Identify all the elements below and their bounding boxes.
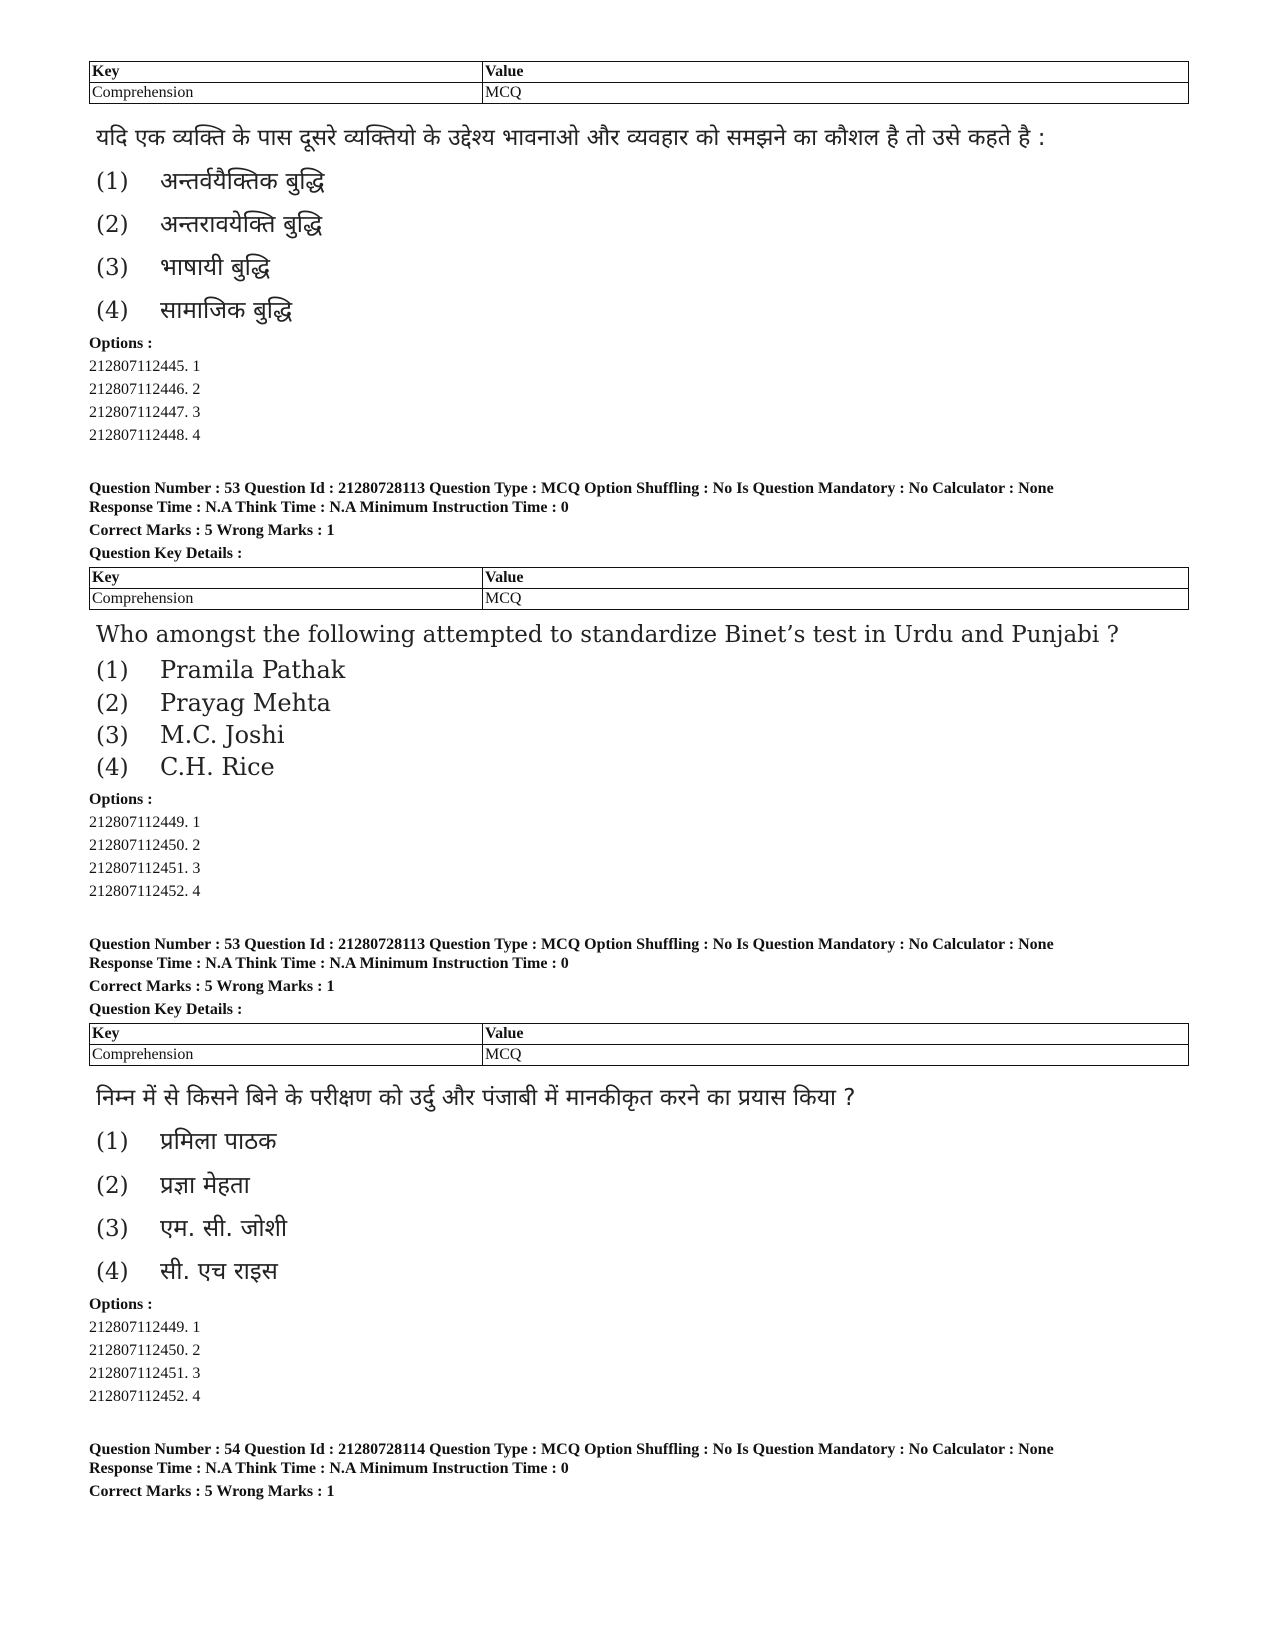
options-label: Options :: [89, 335, 153, 352]
choice-row: [96, 207, 322, 240]
choice-row: [96, 721, 285, 749]
choice-number: (4): [96, 1259, 129, 1285]
question-meta: Question Number : 53 Question Id : 21280728113 Question Type : MCQ Option Shuffling : No Is Question Mandatory : No Calculator : None: [89, 480, 1054, 497]
choice-number: (3): [96, 723, 129, 749]
choice-text: सी. एच राइस: [160, 1257, 278, 1285]
option-id: 212807112451. 3: [89, 1365, 201, 1382]
choice-text: Pramila Pathak: [160, 656, 346, 684]
question-timing: Response Time : N.A Think Time : N.A Minimum Instruction Time : 0: [89, 499, 569, 516]
choice-row: [96, 1168, 250, 1201]
choice-number: (2): [96, 691, 129, 717]
question-meta: Question Number : 54 Question Id : 21280728114 Question Type : MCQ Option Shuffling : No Is Question Mandatory : No Calculator : None: [89, 1441, 1054, 1458]
choice-number: (2): [96, 212, 129, 238]
choice-number: (2): [96, 1173, 129, 1199]
choice-text: M.C. Joshi: [160, 721, 285, 749]
option-id: 212807112450. 2: [89, 837, 201, 854]
option-id: 212807112452. 4: [89, 883, 201, 900]
choice-text: C.H. Rice: [160, 753, 275, 781]
choice-row: [96, 1254, 278, 1287]
choice-text: भाषायी बुद्धि: [160, 253, 271, 281]
option-id: 212807112449. 1: [89, 814, 201, 831]
choice-number: (4): [96, 755, 129, 781]
options-label: Options :: [89, 1296, 153, 1313]
choice-text: सामाजिक बुद्धि: [160, 296, 293, 324]
value-cell: MCQ: [483, 589, 1189, 610]
choice-row: [96, 689, 331, 717]
options-label: Options :: [89, 791, 153, 808]
question-marks: Correct Marks : 5 Wrong Marks : 1: [89, 978, 335, 995]
value-cell: MCQ: [483, 1045, 1189, 1066]
option-id: 212807112449. 1: [89, 1319, 201, 1336]
key-cell: Comprehension: [90, 1045, 483, 1066]
choice-row: [96, 1124, 277, 1157]
choice-number: (3): [96, 1216, 129, 1242]
choice-row: [96, 656, 345, 684]
key-header: Key: [90, 1024, 483, 1045]
question-meta: Question Number : 53 Question Id : 21280728113 Question Type : MCQ Option Shuffling : No Is Question Mandatory : No Calculator : None: [89, 936, 1054, 953]
question-marks: Correct Marks : 5 Wrong Marks : 1: [89, 1483, 335, 1500]
option-id: 212807112446. 2: [89, 381, 201, 398]
choice-row: [96, 293, 292, 326]
choice-row: [96, 250, 270, 283]
value-header: Value: [483, 62, 1189, 83]
choice-text: अन्तरावयेक्ति बुद्धि: [160, 210, 323, 238]
choice-text: प्रमिला पाठक: [160, 1127, 277, 1155]
key-value-table: [89, 567, 1189, 610]
question-key-details-label: Question Key Details :: [89, 545, 243, 562]
key-value-table: [89, 61, 1189, 104]
key-cell: Comprehension: [90, 589, 483, 610]
key-header: Key: [90, 62, 483, 83]
key-header: Key: [90, 568, 483, 589]
question-timing: Response Time : N.A Think Time : N.A Minimum Instruction Time : 0: [89, 955, 569, 972]
key-value-table: [89, 1023, 1189, 1066]
choice-row: [96, 753, 275, 781]
question-timing: Response Time : N.A Think Time : N.A Minimum Instruction Time : 0: [89, 1460, 569, 1477]
choice-number: (1): [96, 1129, 129, 1155]
option-id: 212807112452. 4: [89, 1388, 201, 1405]
choice-text: अन्तर्वयैक्तिक बुद्धि: [160, 167, 325, 195]
choice-number: (4): [96, 298, 129, 324]
choice-number: (1): [96, 169, 129, 195]
question-text: यदि एक व्यक्ति के पास दूसरे व्यक्तियो के उद्देश्य भावनाओ और व्यवहार को समझने का कौशल है तो उसे कहते है :: [96, 125, 1046, 151]
choice-row: [96, 164, 325, 197]
key-cell: Comprehension: [90, 83, 483, 104]
choice-text: प्रज्ञा मेहता: [160, 1171, 250, 1199]
option-id: 212807112448. 4: [89, 427, 201, 444]
value-header: Value: [483, 568, 1189, 589]
option-id: 212807112445. 1: [89, 358, 201, 375]
option-id: 212807112450. 2: [89, 1342, 201, 1359]
question-marks: Correct Marks : 5 Wrong Marks : 1: [89, 522, 335, 539]
option-id: 212807112447. 3: [89, 404, 201, 421]
choice-number: (3): [96, 255, 129, 281]
question-text: Who amongst the following attempted to standardize Binet’s test in Urdu and Punjabi ?: [96, 622, 1119, 648]
choice-text: Prayag Mehta: [160, 689, 331, 717]
choice-text: एम. सी. जोशी: [160, 1214, 288, 1242]
value-header: Value: [483, 1024, 1189, 1045]
choice-row: [96, 1211, 287, 1244]
question-text: निम्न में से किसने बिने के परीक्षण को उर्दु और पंजाबी में मानकीकृत करने का प्रयास किया ?: [96, 1085, 856, 1111]
question-key-details-label: Question Key Details :: [89, 1001, 243, 1018]
choice-number: (1): [96, 658, 129, 684]
value-cell: MCQ: [483, 83, 1189, 104]
option-id: 212807112451. 3: [89, 860, 201, 877]
